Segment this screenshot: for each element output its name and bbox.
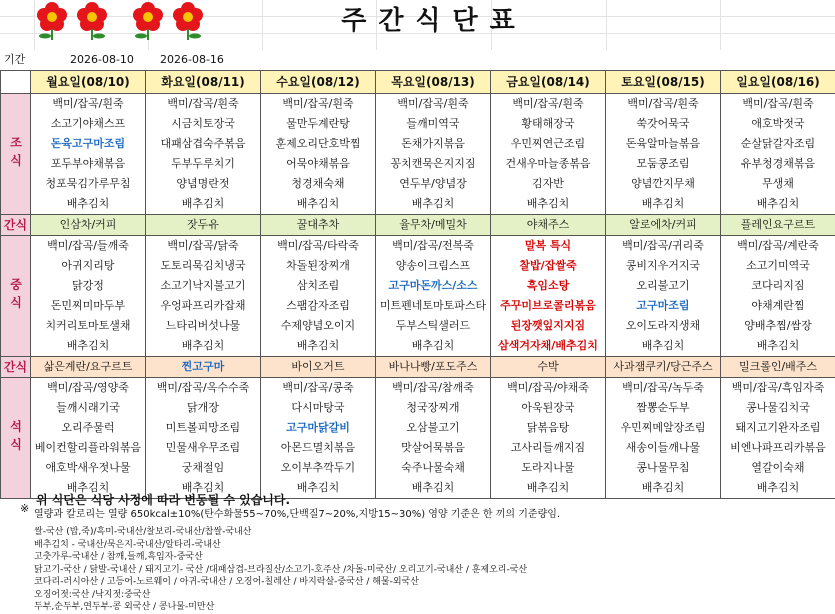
notice-text: 위 식단은 식당 사정에 따라 변동될 수 있습니다. xyxy=(36,494,290,507)
menu-item: 백미/잡곡/흰죽 xyxy=(146,94,260,114)
menu-item: 모둠콩조림 xyxy=(606,154,720,174)
menu-item: 열갈이숙채 xyxy=(721,458,835,478)
menu-item: 들깨시래기국 xyxy=(31,398,145,418)
breakfast-cell xyxy=(721,94,835,215)
menu-item: 맛살어묵볶음 xyxy=(376,438,490,458)
menu-item: 배추김치 xyxy=(261,336,375,356)
menu-item: 배추김치 xyxy=(606,478,720,498)
menu-item: 백미/잡곡/계란죽 xyxy=(721,236,835,256)
menu-item: 물만두계란탕 xyxy=(261,114,375,134)
lunch-cell xyxy=(721,236,835,357)
lunch-cell xyxy=(491,236,606,357)
menu-item: 배추김치 xyxy=(261,194,375,214)
menu-item: 고사리들깨지짐 xyxy=(491,438,605,458)
dinner-cell xyxy=(606,378,721,499)
menu-item: 들깨미역국 xyxy=(376,114,490,134)
menu-item: 백미/잡곡/흰죽 xyxy=(606,94,720,114)
menu-item: 고구마돈까스/소스 xyxy=(376,276,490,296)
breakfast-cell xyxy=(261,94,376,215)
snack-item: 잣두유 xyxy=(146,215,261,236)
origin-line: 배추김치 - 국내산/묵은지-국내산/알타리-국내산 xyxy=(34,539,527,552)
menu-item: 어묵야채볶음 xyxy=(261,154,375,174)
menu-item: 황태해장국 xyxy=(491,114,605,134)
lunch-cell xyxy=(146,236,261,357)
dinner-cell xyxy=(31,378,146,499)
start-date: 2026-08-10 xyxy=(70,50,134,70)
snack-item: 알로에차/커피 xyxy=(606,215,721,236)
dinner-cell xyxy=(146,378,261,499)
menu-item: 오리불고기 xyxy=(606,276,720,296)
menu-item: 백미/잡곡/타락죽 xyxy=(261,236,375,256)
snack-item: 인삼차/커피 xyxy=(31,215,146,236)
menu-item: 닭개장 xyxy=(146,398,260,418)
menu-item: 양념깐지무채 xyxy=(606,174,720,194)
menu-item: 시금치토장국 xyxy=(146,114,260,134)
category-lunch: 중식 xyxy=(1,236,31,357)
menu-item: 돼지고기완자조림 xyxy=(721,418,835,438)
menu-item: 배추김치 xyxy=(721,194,835,214)
menu-item: 백미/잡곡/옥수수죽 xyxy=(146,378,260,398)
lunch-row xyxy=(1,236,835,357)
menu-item: 애호박젓국 xyxy=(721,114,835,134)
flower-logo xyxy=(30,2,210,40)
dinner-cell xyxy=(491,378,606,499)
menu-item: 고구마조림 xyxy=(606,296,720,316)
origin-list xyxy=(34,526,527,614)
menu-item: 돈채가지볶음 xyxy=(376,134,490,154)
menu-item: 청경채숙채 xyxy=(261,174,375,194)
menu-item: 연두부/양념장 xyxy=(376,174,490,194)
calorie-note: 열량과 칼로리는 열량 650kcal±10%(탄수화물55~70%,단백질7~20%,지방15~30%) 영양 기준은 한 끼의 기준량임. xyxy=(34,508,560,521)
corner-cell xyxy=(1,71,31,94)
menu-item: 닭강정 xyxy=(31,276,145,296)
menu-item: 배추김치 xyxy=(31,194,145,214)
menu-item: 애호박새우젓나물 xyxy=(31,458,145,478)
menu-item: 짬뽕순두부 xyxy=(606,398,720,418)
menu-item: 치커리토마토샐채 xyxy=(31,316,145,336)
menu-item: 스팸감자조림 xyxy=(261,296,375,316)
menu-item: 포두부야채볶음 xyxy=(31,154,145,174)
lunch-cell xyxy=(261,236,376,357)
snack-item: 플레인요구르트 xyxy=(721,215,835,236)
menu-item: 삼치조림 xyxy=(261,276,375,296)
dinner-row xyxy=(1,378,835,499)
menu-item: 콩나물김치국 xyxy=(721,398,835,418)
day-header: 화요일(08/11) xyxy=(146,71,261,94)
menu-item: 오리주물럭 xyxy=(31,418,145,438)
menu-item: 김자반 xyxy=(491,174,605,194)
menu-item: 배추김치 xyxy=(721,478,835,498)
note-mark: ※ xyxy=(20,502,29,515)
menu-item: 두부두루치기 xyxy=(146,154,260,174)
menu-item: 오삼불고기 xyxy=(376,418,490,438)
dinner-cell xyxy=(376,378,491,499)
menu-item: 무생채 xyxy=(721,174,835,194)
menu-item: 배추김치 xyxy=(146,336,260,356)
period-label: 기간 xyxy=(4,50,25,70)
menu-item: 콩비지우거지국 xyxy=(606,256,720,276)
menu-item: 숙주나물숙채 xyxy=(376,458,490,478)
menu-item: 비엔나파프리카볶음 xyxy=(721,438,835,458)
breakfast-cell xyxy=(376,94,491,215)
breakfast-cell xyxy=(31,94,146,215)
menu-item: 소고기미역국 xyxy=(721,256,835,276)
menu-item: 우민찌메알장조림 xyxy=(606,418,720,438)
origin-line: 두부,순두부,연두부-콩 외국산 / 콩나물-미만산 xyxy=(34,601,527,614)
menu-item: 배추김치 xyxy=(31,336,145,356)
menu-item: 오이도라지생채 xyxy=(606,316,720,336)
menu-item: 백미/잡곡/흰죽 xyxy=(261,94,375,114)
menu-item: 백미/잡곡/영양죽 xyxy=(31,378,145,398)
snack-pm-row xyxy=(1,357,835,378)
menu-item: 된장깻잎지지짐 xyxy=(491,316,605,336)
snack-am-row xyxy=(1,215,835,236)
day-header: 월요일(08/10) xyxy=(31,71,146,94)
snack-item: 수박 xyxy=(491,357,606,378)
day-header-row xyxy=(1,71,835,94)
menu-item: 다시마탕국 xyxy=(261,398,375,418)
lunch-cell xyxy=(31,236,146,357)
menu-item: 돈민찌미마두부 xyxy=(31,296,145,316)
menu-item: 배추김치 xyxy=(146,478,260,498)
menu-item: 양념명란젓 xyxy=(146,174,260,194)
lunch-cell xyxy=(376,236,491,357)
menu-item: 양배추찜/쌈장 xyxy=(721,316,835,336)
menu-item: 백미/잡곡/귀리죽 xyxy=(606,236,720,256)
menu-item: 유부청경채볶음 xyxy=(721,154,835,174)
menu-item: 새송이들깨나물 xyxy=(606,438,720,458)
menu-item: 고구마닭갈비 xyxy=(261,418,375,438)
weekly-menu-table xyxy=(0,70,835,499)
menu-item: 야채계란찜 xyxy=(721,296,835,316)
menu-item: 양송이크림스프 xyxy=(376,256,490,276)
origin-line: 코다리-러시아산 / 고등어-노르웨이 / 아귀-국내산 / 오징어-칠레산 / 바지락살-중국산 / 해물-외국산 xyxy=(34,576,527,589)
menu-item: 꽁치캔묵은지지짐 xyxy=(376,154,490,174)
menu-item: 수제양념오이지 xyxy=(261,316,375,336)
breakfast-row xyxy=(1,94,835,215)
menu-item: 우엉파프리카잡채 xyxy=(146,296,260,316)
menu-item: 주꾸미브로콜리볶음 xyxy=(491,296,605,316)
menu-item: 베이컨할리플라워볶음 xyxy=(31,438,145,458)
breakfast-cell xyxy=(146,94,261,215)
menu-item: 배추김치 xyxy=(376,336,490,356)
menu-item: 배추김치 xyxy=(31,478,145,498)
menu-item: 말복 특식 xyxy=(491,236,605,256)
menu-item: 소고기야채스프 xyxy=(31,114,145,134)
menu-item: 우민찌연근조림 xyxy=(491,134,605,154)
menu-item: 배추김치 xyxy=(491,478,605,498)
menu-item: 훈제오리단호박찜 xyxy=(261,134,375,154)
menu-item: 백미/잡곡/들깨죽 xyxy=(31,236,145,256)
menu-item: 대패삼겹숙주볶음 xyxy=(146,134,260,154)
menu-item: 백미/잡곡/흰죽 xyxy=(721,94,835,114)
menu-item: 코다리지짐 xyxy=(721,276,835,296)
snack-item: 율무차/메밀차 xyxy=(376,215,491,236)
menu-item: 흑임소탕 xyxy=(491,276,605,296)
menu-item: 아귀지리탕 xyxy=(31,256,145,276)
snack-item: 사과잼쿠키/당근주스 xyxy=(606,357,721,378)
menu-item: 소고기낙지불고기 xyxy=(146,276,260,296)
menu-item: 궁채절임 xyxy=(146,458,260,478)
menu-item: 아욱된장국 xyxy=(491,398,605,418)
category-dinner: 석식 xyxy=(1,378,31,499)
menu-item: 청국장찌개 xyxy=(376,398,490,418)
end-date: 2026-08-16 xyxy=(160,50,224,70)
origin-line: 오징어젓:국산 /낙지젓:중국산 xyxy=(34,589,527,602)
page-title: 주간식단표 xyxy=(262,2,606,40)
menu-item: 삼색겨자채/배추김치 xyxy=(491,336,605,356)
menu-item: 민물새우무조림 xyxy=(146,438,260,458)
menu-item: 백미/잡곡/야채죽 xyxy=(491,378,605,398)
menu-item: 돈육고구마조림 xyxy=(31,134,145,154)
day-header: 토요일(08/15) xyxy=(606,71,721,94)
dinner-cell xyxy=(261,378,376,499)
menu-item: 청포묵김가루무침 xyxy=(31,174,145,194)
snack-item: 찐고구마 xyxy=(146,357,261,378)
menu-item: 백미/잡곡/닭죽 xyxy=(146,236,260,256)
lunch-cell xyxy=(606,236,721,357)
menu-item: 미트볼피망조림 xyxy=(146,418,260,438)
menu-item: 배추김치 xyxy=(491,194,605,214)
menu-item: 닭볶음탕 xyxy=(491,418,605,438)
menu-item: 오이부추깍두기 xyxy=(261,458,375,478)
menu-item: 두부스틱샐러드 xyxy=(376,316,490,336)
period-row xyxy=(0,50,835,70)
menu-item: 배추김치 xyxy=(261,478,375,498)
category-snack: 간식 xyxy=(1,215,31,236)
snack-item: 바이오거트 xyxy=(261,357,376,378)
day-header: 수요일(08/12) xyxy=(261,71,376,94)
origin-line: 고춧가루-국내산 / 참깨,들깨,흑임자-중국산 xyxy=(34,551,527,564)
menu-item: 백미/잡곡/녹두죽 xyxy=(606,378,720,398)
menu-item: 백미/잡곡/콩죽 xyxy=(261,378,375,398)
origin-line: 쌀-국산 (밥,죽)/흑미-국내산/찰보리-국내산/찹쌀-국내산 xyxy=(34,526,527,539)
menu-item: 배추김치 xyxy=(721,336,835,356)
dinner-cell xyxy=(721,378,835,499)
menu-item: 배추김치 xyxy=(606,336,720,356)
menu-item: 백미/잡곡/흰죽 xyxy=(491,94,605,114)
menu-item: 백미/잡곡/참깨죽 xyxy=(376,378,490,398)
category-breakfast: 조식 xyxy=(1,94,31,215)
menu-item: 백미/잡곡/흰죽 xyxy=(376,94,490,114)
menu-item: 순살닭갈자조림 xyxy=(721,134,835,154)
menu-item: 쑥갓어묵국 xyxy=(606,114,720,134)
snack-item: 삶은계란/요구르트 xyxy=(31,357,146,378)
menu-item: 백미/잡곡/흰죽 xyxy=(31,94,145,114)
menu-item: 미트펜네토마토파스타 xyxy=(376,296,490,316)
menu-item: 백미/잡곡/전복죽 xyxy=(376,236,490,256)
day-header: 금요일(08/14) xyxy=(491,71,606,94)
menu-item: 도토리묵김치냉국 xyxy=(146,256,260,276)
menu-item: 건새우마늘종볶음 xyxy=(491,154,605,174)
snack-item: 밀크롤인/배주스 xyxy=(721,357,835,378)
day-header: 일요일(08/16) xyxy=(721,71,835,94)
snack-item: 야채주스 xyxy=(491,215,606,236)
breakfast-cell xyxy=(606,94,721,215)
menu-item: 콩나물무침 xyxy=(606,458,720,478)
breakfast-cell xyxy=(491,94,606,215)
category-snack: 간식 xyxy=(1,357,31,378)
day-header: 목요일(08/13) xyxy=(376,71,491,94)
menu-item: 배추김치 xyxy=(146,194,260,214)
snack-item: 꿀대추차 xyxy=(261,215,376,236)
menu-item: 백미/잡곡/흑임자죽 xyxy=(721,378,835,398)
menu-item: 차돌된장찌개 xyxy=(261,256,375,276)
menu-item: 돈육알마늘볶음 xyxy=(606,134,720,154)
menu-item: 아몬드멸치볶음 xyxy=(261,438,375,458)
origin-line: 닭고기-국산 / 닭발-국내산 / 돼지고기- 국산 /대패삼겹-브라질산/소고기-호주산 /차돌-미국산/ 오리고기-국내산 / 훈제오리-국산 xyxy=(34,564,527,577)
snack-item: 바나나빵/포도주스 xyxy=(376,357,491,378)
menu-item: 배추김치 xyxy=(376,194,490,214)
menu-item: 찰밥/잡쌀죽 xyxy=(491,256,605,276)
menu-item: 배추김치 xyxy=(606,194,720,214)
menu-item: 배추김치 xyxy=(376,478,490,498)
menu-item: 느타리버섯나물 xyxy=(146,316,260,336)
menu-item: 도라지나물 xyxy=(491,458,605,478)
